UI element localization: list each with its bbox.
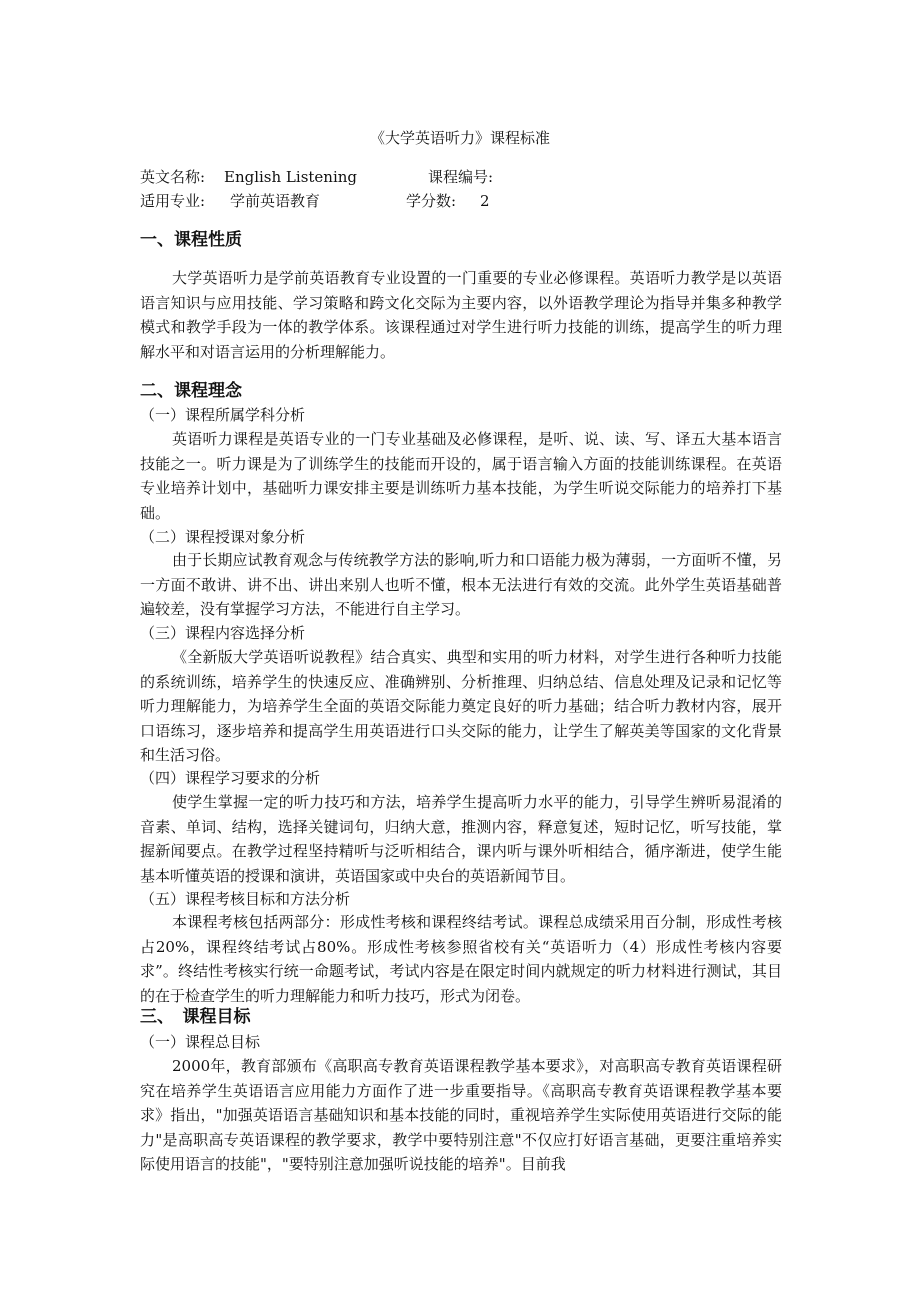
english-name-value: English Listening (224, 168, 358, 186)
section-heading-1: 一、课程性质 (140, 230, 242, 250)
subsection-2-5-paragraph: 本课程考核包括两部分：形成性考核和课程终结考试。课程总成绩采用百分制，形成性考核占20%，课程终结考试占80%。形成性考核参照省校有关“英语听力（4）形成性考核内容要求”。终结性考核实行统一命题考试，考试内容是在限定时间内就规定的听力材料进行测试，其目的在于检查学生的听力理解能力和听力技巧，形式为闭卷。 (140, 913, 782, 1005)
subsection-heading-3-1: （一）课程总目标 (140, 1033, 261, 1051)
course-code-label: 课程编号: (428, 168, 494, 186)
section-heading-2: 二、课程理念 (140, 381, 242, 401)
subsection-heading-2-2: （二）课程授课对象分析 (140, 528, 306, 546)
major-value: 学前英语教育 (230, 192, 321, 210)
subsection-2-1-paragraph: 英语听力课程是英语专业的一门专业基础及必修课程，是听、说、读、写、译五大基本语言技能之一。听力课是为了训练学生的技能而开设的，属于语言输入方面的技能训练课程。在英语专业培养计划中，基础听力课安排主要是训练听力基本技能，为学生听说交际能力的培养打下基础。 (140, 430, 782, 522)
major-label: 适用专业: (140, 192, 206, 210)
meta-row-2 (140, 191, 780, 211)
subsection-heading-2-3: （三）课程内容选择分析 (140, 624, 306, 642)
credits-label: 学分数: (406, 192, 457, 210)
subsection-2-2-paragraph: 由于长期应试教育观念与传统教学方法的影响,听力和口语能力极为薄弱，一方面听不懂，另一方面不敢讲、讲不出、讲出来别人也听不懂，根本无法进行有效的交流。此外学生英语基础普遍较差，没有掌握学习方法，不能进行自主学习。 (140, 551, 782, 618)
credits-value: 2 (480, 192, 490, 210)
section-1-paragraph: 大学英语听力是学前英语教育专业设置的一门重要的专业必修课程。英语听力教学是以英语语言知识与应用技能、学习策略和跨文化交际为主要内容，以外语教学理论为指导并集多种教学模式和教学手段为一体的教学体系。该课程通过对学生进行听力技能的训练，提高学生的听力理解水平和对语言运用的分析理解能力。 (140, 269, 782, 361)
document-title: 《大学英语听力》课程标准 (369, 129, 550, 147)
meta-row-1 (140, 167, 780, 187)
subsection-2-3-paragraph: 《全新版大学英语听说教程》结合真实、典型和实用的听力材料，对学生进行各种听力技能的系统训练，培养学生的快速反应、准确辨别、分析推理、归纳总结、信息处理及记录和记忆等听力理解能力，为培养学生全面的英语交际能力奠定良好的听力基础；结合听力教材内容，展开口语练习，逐步培养和提高学生用英语进行口头交际的能力，让学生了解英美等国家的文化背景和生活习俗。 (140, 648, 782, 764)
subsection-2-4-paragraph: 使学生掌握一定的听力技巧和方法，培养学生提高听力水平的能力，引导学生辨听易混淆的音素、单词、结构，选择关键词句，归纳大意，推测内容，释意复述，短时记忆，听写技能，掌握新闻要点。在教学过程坚持精听与泛听相结合，课内听与课外听相结合，循序渐进，使学生能基本听懂英语的授课和演讲，英语国家或中央台的英语新闻节目。 (140, 793, 782, 885)
english-name-label: 英文名称: (140, 168, 206, 186)
section-heading-3: 三、 课程目标 (140, 1007, 251, 1027)
subsection-3-1-paragraph: 2000年，教育部颁布《高职高专教育英语课程教学基本要求》，对高职高专教育英语课程研究在培养学生英语语言应用能力方面作了进一步重要指导。《高职高专教育英语课程教学基本要求》指出，"加强英语语言基础知识和基本技能的同时，重视培养学生实际使用英语进行交际的能力"是高职高专英语课程的教学要求，教学中要特别注意"不仅应打好语言基础，更要注重培养实际使用语言的技能"，"要特别注意加强听说技能的培养"。目前我 (140, 1057, 782, 1173)
subsection-heading-2-5: （五）课程考核目标和方法分析 (140, 890, 351, 908)
subsection-heading-2-4: （四）课程学习要求的分析 (140, 769, 321, 787)
subsection-heading-2-1: （一）课程所属学科分析 (140, 406, 306, 424)
